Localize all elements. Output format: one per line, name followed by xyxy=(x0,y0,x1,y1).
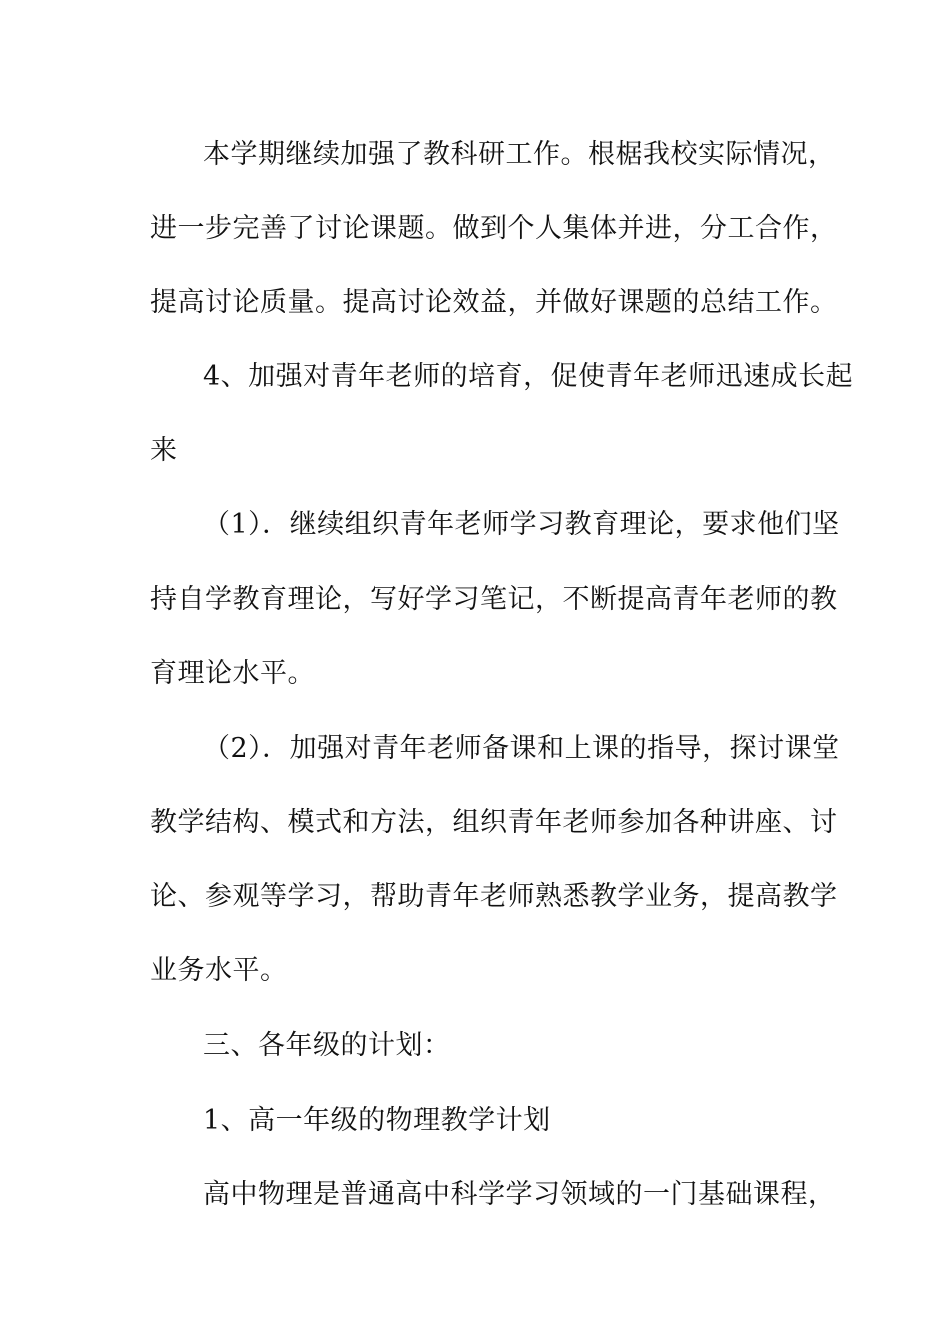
list-item-1: （1）．继续组织青年老师学习教育理论，要求他们坚 xyxy=(203,509,840,540)
paragraph-line: 论、参观等学习，帮助青年老师熟悉教学业务，提高教学 xyxy=(150,881,838,912)
section-heading: 4、加强对青年老师的培育，促使青年老师迅速成长起 xyxy=(203,361,854,392)
list-item-2: （2）．加强对青年老师备课和上课的指导，探讨课堂 xyxy=(203,733,840,764)
paragraph-line: 本学期继续加强了教科研工作。根椐我校实际情况， xyxy=(203,139,836,170)
paragraph-line: 进一步完善了讨论课题。做到个人集体并进，分工合作， xyxy=(150,213,838,244)
paragraph-line: 高中物理是普通高中科学学习领域的一门基础课程， xyxy=(203,1179,836,1210)
paragraph-line: 持自学教育理论，写好学习笔记，不断提高青年老师的教 xyxy=(150,584,838,615)
paragraph-line: 教学结构、模式和方法，组织青年老师参加各种讲座、讨 xyxy=(150,807,838,838)
section-heading: 三、各年级的计划： xyxy=(203,1030,451,1061)
paragraph-line: 来 xyxy=(150,435,178,466)
paragraph-line: 育理论水平。 xyxy=(150,658,315,689)
subsection-heading: 1、高一年级的物理教学计划 xyxy=(203,1105,551,1136)
paragraph-line: 业务水平。 xyxy=(150,955,288,986)
paragraph-line: 提高讨论质量。提高讨论效益，并做好课题的总结工作。 xyxy=(150,287,838,318)
